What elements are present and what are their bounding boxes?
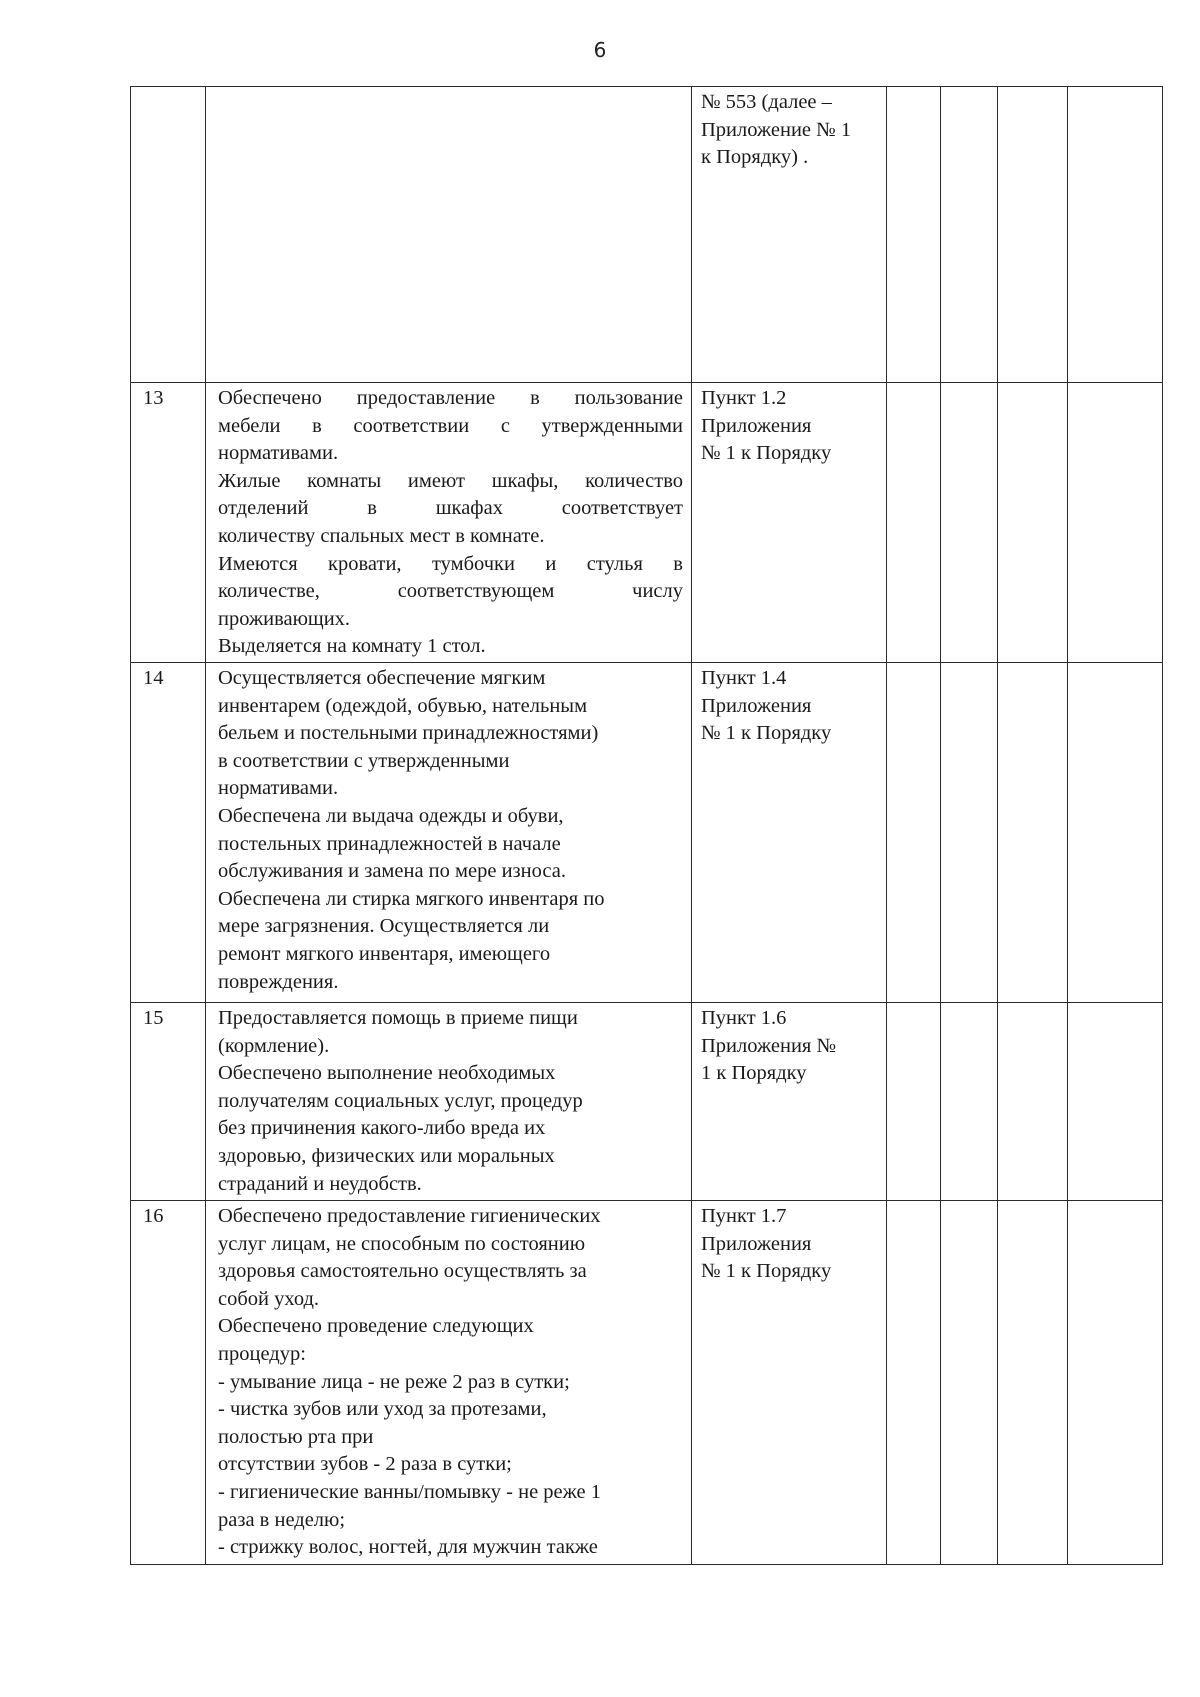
description-cell [206, 1201, 692, 1565]
empty-cell [887, 1003, 941, 1201]
description-line: - гигиенические ванны/помывку - не реже 1 [218, 1480, 602, 1503]
empty-cell [1068, 663, 1163, 1003]
description-line: Имеются кровати, тумбочки и стулья в [218, 552, 683, 575]
description-cell [206, 1003, 692, 1201]
description-line: обслуживания и замена по мере износа. [218, 860, 566, 883]
empty-cell [941, 663, 998, 1003]
row-number: 14 [143, 667, 164, 689]
checklist-table [130, 86, 1163, 1565]
description-line: собой уход. [218, 1287, 320, 1310]
empty-cell [998, 1201, 1068, 1565]
description-line: мебели в соответствии с утвержденными [218, 414, 683, 437]
table-row [131, 1201, 1163, 1565]
description-line: получателям социальных услуг, процедур [218, 1089, 583, 1112]
reference-line: Пункт 1.2 [701, 387, 787, 409]
row-number-cell [131, 1003, 206, 1201]
reference-line: Приложения [701, 694, 812, 717]
description-line: отсутствии зубов - 2 раза в сутки; [218, 1453, 512, 1476]
row-number: 15 [143, 1007, 164, 1029]
description-line: - чистка зубов или уход за протезами, [218, 1398, 547, 1421]
empty-cell [998, 663, 1068, 1003]
empty-cell [887, 1201, 941, 1565]
description-line: проживающих. [218, 607, 351, 630]
description-line: раза в неделю; [218, 1508, 346, 1531]
description-line: повреждения. [218, 970, 339, 993]
description-line: - умывание лица - не реже 2 раз в сутки; [218, 1370, 570, 1393]
empty-cell [887, 383, 941, 663]
reference-line: Приложение № 1 [701, 118, 852, 141]
description-cell [206, 383, 692, 663]
description-line: услуг лицам, не способным по состоянию [218, 1232, 586, 1255]
table-row [131, 663, 1163, 1003]
empty-cell [941, 1003, 998, 1201]
description-line: Обеспечена ли стирка мягкого инвентаря по [218, 887, 605, 910]
description-line: процедур: [218, 1342, 306, 1365]
description-line: мере загрязнения. Осуществляется ли [218, 915, 550, 938]
description-line: постельных принадлежностей в начале [218, 832, 561, 855]
empty-cell [941, 383, 998, 663]
description-line: количестве, соответствующем числу [218, 580, 683, 603]
reference-line: Приложения [701, 1232, 812, 1255]
empty-cell [1068, 383, 1163, 663]
description-line: полостью рта при [218, 1425, 374, 1448]
description-line: Обеспечено предоставление в пользование [218, 387, 683, 409]
reference-cell [692, 663, 887, 1003]
row-number-cell [131, 1201, 206, 1565]
description-line: в соответствии с утвержденными [218, 749, 510, 772]
reference-cell [692, 1003, 887, 1201]
description-cell [206, 87, 692, 383]
description-line: нормативами. [218, 442, 339, 465]
description-line: Выделяется на комнату 1 стол. [218, 635, 486, 658]
empty-cell [1068, 1201, 1163, 1565]
reference-line: Пункт 1.7 [701, 1205, 787, 1227]
empty-cell [1068, 87, 1163, 383]
description-line: ремонт мягкого инвентаря, имеющего [218, 942, 551, 965]
row-number-cell [131, 663, 206, 1003]
row-number: 13 [143, 387, 164, 409]
empty-cell [998, 87, 1068, 383]
reference-line: № 1 к Порядку [701, 442, 832, 465]
row-number-cell [131, 87, 206, 383]
table-row [131, 383, 1163, 663]
reference-line: к Порядку) . [701, 146, 809, 169]
row-number [131, 87, 205, 89]
description-line: Предоставляется помощь в приеме пищи [218, 1007, 578, 1029]
reference-line: Пункт 1.4 [701, 667, 787, 689]
description-line: Обеспечено предоставление гигиенических [218, 1205, 601, 1227]
description-line: (кормление). [218, 1034, 330, 1057]
description-line: здоровью, физических или моральных [218, 1144, 555, 1167]
reference-cell [692, 1201, 887, 1565]
description-line: страданий и неудобств. [218, 1172, 422, 1195]
empty-cell [998, 383, 1068, 663]
table-row [131, 87, 1163, 383]
reference-line: № 1 к Порядку [701, 722, 832, 745]
reference-line: № 553 (далее – [701, 91, 832, 113]
row-number-cell [131, 383, 206, 663]
description-line: Жилые комнаты имеют шкафы, количество [218, 469, 683, 492]
description-line: Обеспечено проведение следующих [218, 1315, 534, 1338]
description-line: Обеспечено выполнение необходимых [218, 1062, 556, 1085]
description-line: Обеспечена ли выдача одежды и обуви, [218, 804, 564, 827]
empty-cell [941, 1201, 998, 1565]
description-line: Осуществляется обеспечение мягким [218, 667, 546, 689]
description-line: бельем и постельными принадлежностями) [218, 722, 599, 745]
description-line: - стрижку волос, ногтей, для мужчин также [218, 1536, 598, 1559]
table-row [131, 1003, 1163, 1201]
description-line: без причинения какого-либо вреда их [218, 1117, 546, 1140]
description-line: нормативами. [218, 777, 339, 800]
reference-line: Пункт 1.6 [701, 1007, 787, 1029]
description-line: отделений в шкафах соответствует [218, 497, 683, 520]
reference-cell [692, 87, 887, 383]
description-line: количеству спальных мест в комнате. [218, 524, 545, 547]
reference-cell [692, 383, 887, 663]
description-line: здоровья самостоятельно осуществлять за [218, 1260, 587, 1283]
reference-line: Приложения [701, 414, 812, 437]
reference-line: № 1 к Порядку [701, 1260, 832, 1283]
description-line: инвентарем (одеждой, обувью, нательным [218, 694, 588, 717]
row-number: 16 [143, 1205, 164, 1227]
page-number: 6 [593, 38, 607, 62]
reference-line: Приложения № [701, 1034, 837, 1057]
empty-cell [1068, 1003, 1163, 1201]
empty-cell [941, 87, 998, 383]
reference-line: 1 к Порядку [701, 1062, 807, 1085]
empty-cell [887, 663, 941, 1003]
empty-cell [998, 1003, 1068, 1201]
description-cell [206, 663, 692, 1003]
empty-cell [887, 87, 941, 383]
